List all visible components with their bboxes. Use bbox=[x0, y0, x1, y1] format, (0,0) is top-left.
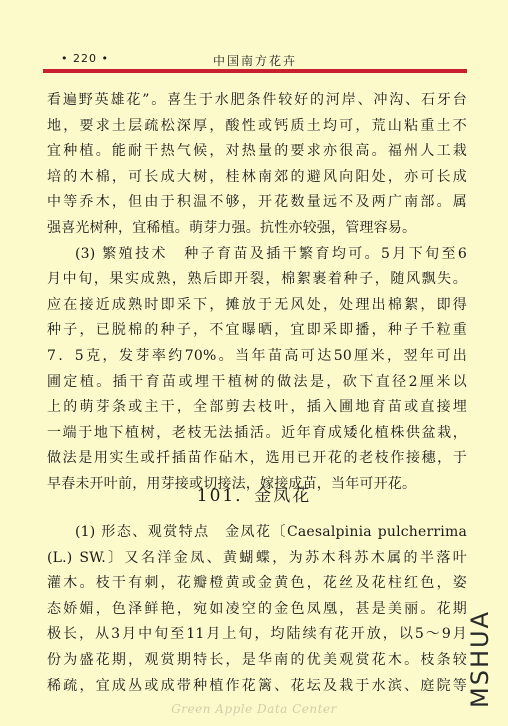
text-line: 培的木棉，可长成大树，桂林南郊的避风向阳处，亦可长成 bbox=[47, 168, 467, 185]
text-line: 宜种植。能耐干热气候，对热量的要求亦很高。福州人工栽 bbox=[47, 143, 467, 160]
text-line: 强喜光树种，宜稀植。萌芽力强。抗性亦较强，管理容易。 bbox=[47, 219, 417, 236]
text-line: 份为盛花期，观赏期特长，是华南的优美观赏花木。枝条较 bbox=[47, 651, 467, 668]
header-rule bbox=[43, 69, 467, 73]
text-line: 极长，从3月中旬至11月上旬，均陆续有花开放，以5～9月 bbox=[47, 626, 467, 643]
bottom-watermark: Green Apple Data Center bbox=[171, 702, 337, 716]
text-line: 应在接近成熟时即采下，摊放于无风处，处理出棉絮，即得 bbox=[47, 296, 467, 313]
text-line: 看遍野英雄花”。喜生于水肥条件较好的河岸、冲沟、石牙台 bbox=[47, 92, 467, 108]
text-line: 早春未开叶前，用芽接或切接法，嫁接成苗，当年可开花。 bbox=[47, 475, 417, 492]
text-line: 地，要求土层疏松深厚，酸性或钙质土均可，荒山粘重土不 bbox=[47, 117, 467, 134]
section-two-text bbox=[47, 520, 467, 699]
text-line: 灌木。枝干有刺，花瓣橙黄或金黄色，花丝及花柱红色，姿 bbox=[47, 575, 467, 592]
text-line: 月中旬，果实成熟，熟后即开裂，棉絮裹着种子，随风飘失。 bbox=[47, 271, 467, 288]
text-line: 中等乔木，但由于积温不够，开花数量远不及两广南部。属 bbox=[47, 194, 467, 211]
text-line: (1) 形态、观赏特点 金凤花〔Caesalpinia pulcherrima bbox=[75, 524, 467, 540]
text-line: 圃定植。插干育苗或埋干植树的做法是，砍下直径2厘米以 bbox=[47, 373, 467, 390]
page-number: • 220 • bbox=[61, 52, 109, 65]
text-line: 态娇媚，色泽鲜艳，宛如凌空的金色凤凰，甚是美丽。花期 bbox=[47, 600, 467, 617]
section-heading: 101．金凤花 bbox=[196, 486, 312, 506]
side-watermark: MSHUA bbox=[466, 610, 494, 708]
running-title: 中国南方花卉 bbox=[212, 54, 297, 68]
text-line: 稀疏，宜成丛或成带种植作花篱、花坛及栽于水滨、庭院等 bbox=[47, 677, 467, 694]
text-line: 做法是用实生或扦插苗作砧木，选用已开花的老枝作接穗，于 bbox=[47, 450, 467, 467]
text-line: (L.) SW.〕又名洋金凤、黄蝴蝶，为苏木科苏木属的半落叶 bbox=[47, 549, 467, 566]
text-line: 7．5克，发芽率约70%。当年苗高可达50厘米，翌年可出 bbox=[47, 347, 467, 364]
section-one-text bbox=[47, 88, 467, 498]
text-line: 上的萌芽条或主干，全部剪去枝叶，插入圃地育苗或直接埋 bbox=[47, 399, 467, 416]
text-line: 种子，已脱棉的种子，不宜曝晒，宜即采即播，种子千粒重 bbox=[47, 322, 467, 339]
text-line: (3) 繁殖技术 种子育苗及插干繁育均可。5月下旬至6 bbox=[75, 245, 467, 262]
text-line: 一端于地下植树，老枝无法插活。近年育成矮化植株供盆栽， bbox=[47, 424, 467, 441]
